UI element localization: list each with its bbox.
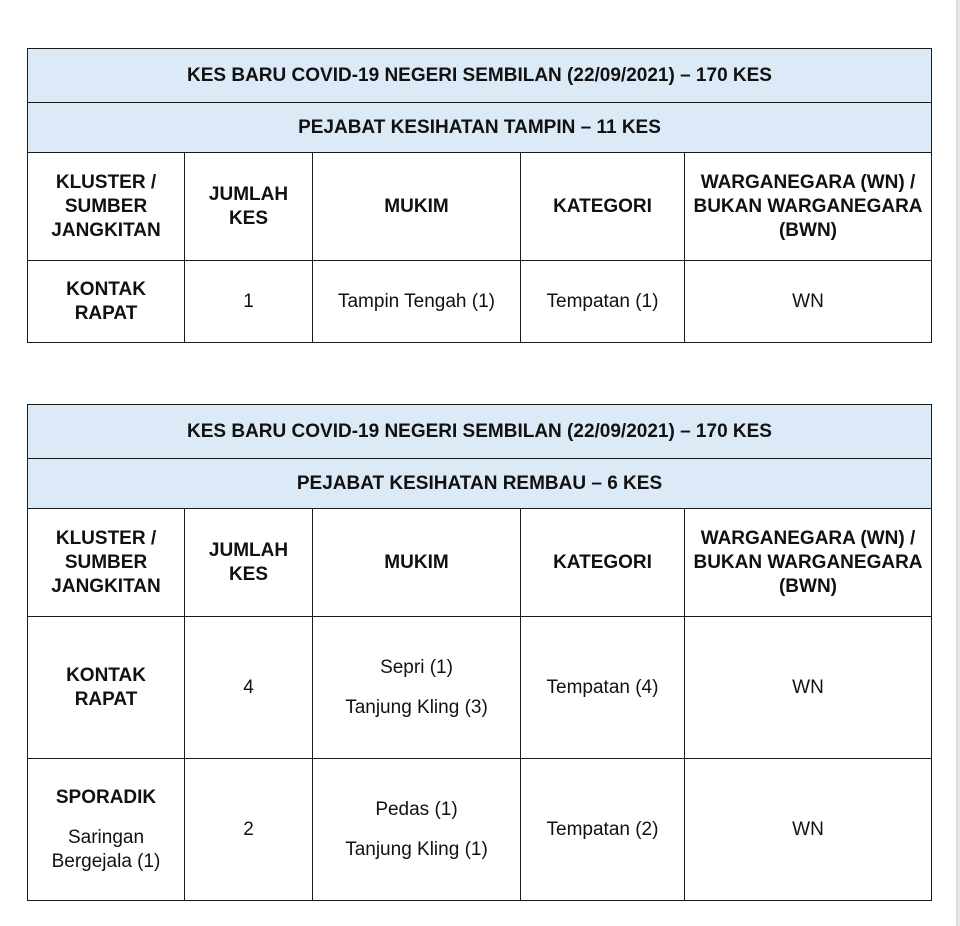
kluster-cell: KONTAK RAPAT [28, 261, 185, 343]
mukim-entry: Tanjung Kling (1) [345, 838, 488, 860]
wn-cell: WN [685, 759, 932, 901]
header-kluster: KLUSTER / SUMBER JANGKITAN [28, 509, 185, 617]
table-row [28, 261, 932, 343]
table-title: KES BARU COVID-19 NEGERI SEMBILAN (22/09/2021) – 170 KES [28, 405, 932, 459]
wn-cell: WN [685, 261, 932, 343]
kluster-label: SPORADIK [55, 786, 157, 808]
mukim-cell [313, 617, 521, 759]
table-subtitle: PEJABAT KESIHATAN REMBAU – 6 KES [28, 459, 932, 509]
header-wn: WARGANEGARA (WN) / BUKAN WARGANEGARA (BWN) [685, 509, 932, 617]
kategori-cell: Tempatan (4) [521, 617, 685, 759]
table-subtitle: PEJABAT KESIHATAN TAMPIN – 11 KES [28, 103, 932, 153]
kluster-cell: KONTAK RAPAT [28, 617, 185, 759]
rembau-cases-table [27, 404, 932, 901]
kluster-cell [28, 759, 185, 901]
header-jumlah: JUMLAH KES [185, 509, 313, 617]
jumlah-cell: 1 [185, 261, 313, 343]
header-kategori: KATEGORI [521, 509, 685, 617]
mukim-entry: Tanjung Kling (3) [345, 696, 488, 718]
wn-cell: WN [685, 617, 932, 759]
header-kategori: KATEGORI [521, 153, 685, 261]
mukim-entry: Sepri (1) [380, 656, 453, 678]
kluster-detail: Saringan Bergejala (1) [51, 826, 161, 872]
page-edge-shadow [956, 0, 960, 926]
jumlah-cell: 4 [185, 617, 313, 759]
header-mukim: MUKIM [313, 509, 521, 617]
table-row [28, 617, 932, 759]
header-jumlah: JUMLAH KES [185, 153, 313, 261]
jumlah-cell: 2 [185, 759, 313, 901]
header-mukim: MUKIM [313, 153, 521, 261]
tampin-cases-table [27, 48, 932, 343]
mukim-entry: Pedas (1) [375, 798, 458, 820]
table-title: KES BARU COVID-19 NEGERI SEMBILAN (22/09/2021) – 170 KES [28, 49, 932, 103]
header-wn: WARGANEGARA (WN) / BUKAN WARGANEGARA (BWN) [685, 153, 932, 261]
kategori-cell: Tempatan (1) [521, 261, 685, 343]
header-kluster: KLUSTER / SUMBER JANGKITAN [28, 153, 185, 261]
mukim-cell: Tampin Tengah (1) [313, 261, 521, 343]
kategori-cell: Tempatan (2) [521, 759, 685, 901]
mukim-cell [313, 759, 521, 901]
table-row [28, 759, 932, 901]
